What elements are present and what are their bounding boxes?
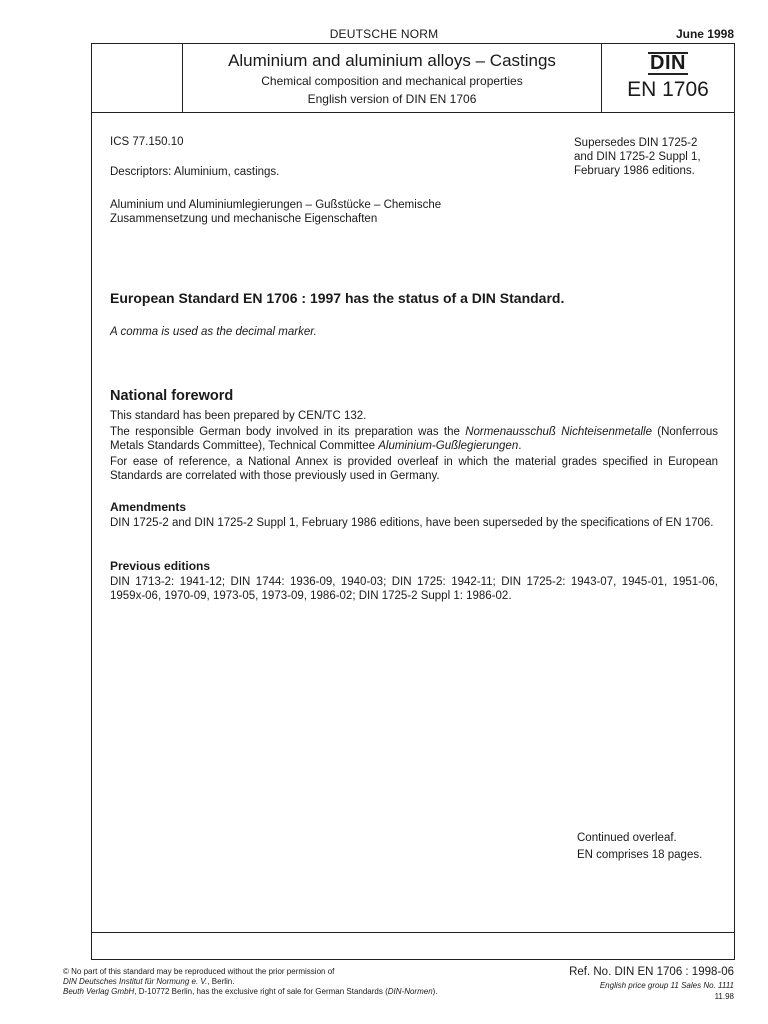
document-frame [91,43,735,960]
din-logo: DIN [650,52,686,74]
technical-committee-name: Aluminium-Gußlegierungen [378,440,519,452]
text-run: . [518,440,522,452]
supersedes-line: Supersedes DIN 1725-2 [574,137,698,149]
previous-editions-heading: Previous editions [110,559,211,573]
price-group: English price group 11 Sales No. 1111 [599,981,734,990]
supersedes-note [574,136,701,178]
footer-rule [92,932,734,933]
reference-number: Ref. No. DIN EN 1706 : 1998-06 [569,966,734,978]
foreword-paragraph: This standard has been prepared by CEN/TC 132. [110,410,367,422]
header-title-cell [183,44,602,112]
date-code: 11.98 [714,992,734,1001]
publisher-name: Beuth Verlag GmbH [63,987,135,996]
din-normen: DIN-Normen [387,987,433,996]
institute-name: DIN Deutsches Institut für Normung e. V. [63,977,208,986]
page-count-note: EN comprises 18 pages. [577,849,703,861]
document-subtitle: Chemical composition and mechanical properties [261,74,523,88]
amendments-text: DIN 1725-2 and DIN 1725-2 Suppl 1, February 1986 editions, have been superseded by the specifications of EN 1706. [110,517,714,529]
descriptors: Descriptors: Aluminium, castings. [110,166,280,178]
decimal-marker-note: A comma is used as the decimal marker. [110,326,317,338]
text-run: ). [432,987,438,996]
foreword-paragraph: For ease of reference, a National Annex is provided overleaf in which the material grades specified in European Standards are correlated with those previously used in Germany. [110,456,718,482]
status-statement: European Standard EN 1706 : 1997 has the status of a DIN Standard. [110,290,565,306]
header-row [92,44,734,113]
continued-note: Continued overleaf. [577,832,677,844]
copyright-line: © No part of this standard may be reproduced without the prior permission of [63,967,335,976]
foreword-paragraph [110,425,718,453]
committee-name: Normenausschuß Nichteisenmetalle [465,426,652,438]
document-title: Aluminium and aluminium alloys – Castings [228,51,556,70]
text-run: , D-10772 Berlin, has the exclusive right of sale for German Standards ( [134,987,388,996]
text-run: , Berlin. [207,977,235,986]
header-left-cell [92,44,183,112]
standard-number: EN 1706 [627,78,709,101]
din-cell [602,44,734,112]
supersedes-line: and DIN 1725-2 Suppl 1, [574,151,701,163]
copyright-line [63,987,438,997]
german-title-line: Aluminium und Aluminiumlegierungen – Gußstücke – Chemische [110,199,442,211]
german-title [110,198,441,226]
previous-editions-text: DIN 1713-2: 1941-12; DIN 1744: 1936-09, 1940-03; DIN 1725: 1942-11; DIN 1725-2: 1943-07, 1945-01, 1951-06, 1959x-06, 1970-09, 1973-05, 1973-09, 1986-02; DIN 1725-2 Suppl 1: 1986-02. [110,576,718,602]
german-title-line: Zusammensetzung und mechanische Eigenschaften [110,213,378,225]
national-foreword-heading: National foreword [110,388,234,404]
ics-code: ICS 77.150.10 [110,136,184,148]
english-version: English version of DIN EN 1706 [307,92,477,106]
supersedes-line: February 1986 editions. [574,165,695,177]
copyright-line [63,977,438,987]
copyright-notice [63,967,438,997]
amendments-heading: Amendments [110,500,187,514]
norm-type: DEUTSCHE NORM [329,27,439,41]
issue-date: June 1998 [675,27,734,41]
text-run: (Nonferrous Metals Standards Committee), Technical Committee [110,426,718,452]
text-run: The responsible German body involved in its preparation was the [110,426,466,438]
